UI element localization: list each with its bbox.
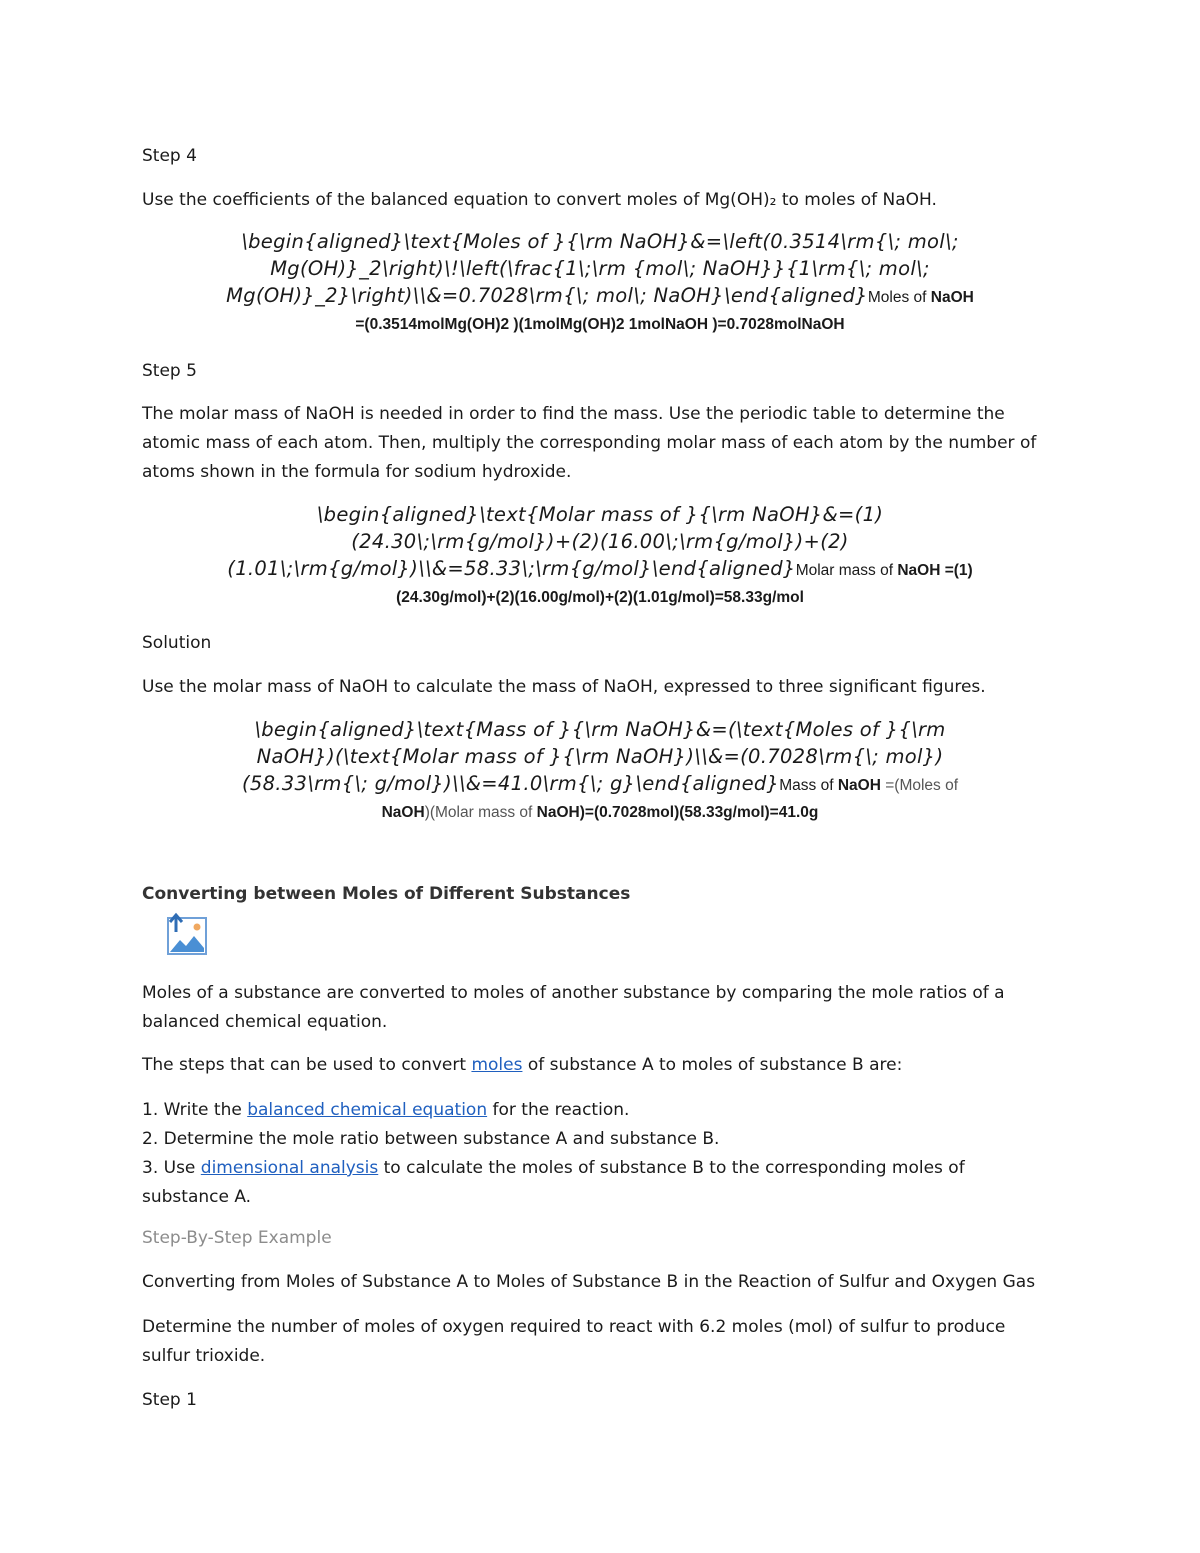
solution-eq-plain-c: =(Moles of <box>880 777 959 794</box>
step5-eq-line4: (24.30g/mol)+(2)(16.00g/mol)+(2)(1.01g/mol)=58.33g/mol <box>396 589 804 606</box>
example-title: Converting from Moles of Substance A to Moles of Substance B in the Reaction of Sulfur and Oxygen Gas <box>142 1272 1036 1292</box>
example-text-line1: Determine the number of moles of oxygen required to react with 6.2 moles (mol) of sulfur to produce <box>142 1317 1006 1337</box>
list-item-3-continued: substance A. <box>142 1187 252 1207</box>
solution-text: Use the molar mass of NaOH to calculate the mass of NaOH, expressed to three significant figures. <box>142 677 986 697</box>
step1-heading: Step 1 <box>142 1390 197 1410</box>
example-label: Step-By-Step Example <box>142 1228 332 1248</box>
solution-eq-line2: NaOH})(\text{Molar mass of }{\rm NaOH})\\&=(0.7028\rm{\; mol}) <box>256 745 944 768</box>
step5-heading: Step 5 <box>142 361 197 381</box>
step4-eq-line1: \begin{aligned}\text{Moles of }{\rm NaOH}&=\left(0.3514\rm{\; mol\; <box>241 230 959 253</box>
list-item-1 <box>142 1096 1058 1125</box>
steps-list <box>142 1096 1058 1212</box>
solution-eq-line4-c: NaOH <box>536 804 580 821</box>
balanced-chemical-equation-link[interactable]: balanced chemical equation <box>247 1100 488 1120</box>
step5-eq-line1: \begin{aligned}\text{Molar mass of }{\rm NaOH}&=(1) <box>316 503 884 526</box>
item1-text-b: for the reaction. <box>487 1100 630 1120</box>
solution-eq-plain-a: Mass of <box>779 777 838 794</box>
para2-text-a: The steps that can be used to convert <box>142 1055 472 1075</box>
step4-eq-plain-b: NaOH <box>930 289 974 306</box>
step4-eq-line2: Mg(OH)}_2\right)\!\left(\frac{1\;\rm {mol\; NaOH}}{1\rm{\; mol\; <box>270 257 930 280</box>
step5-text-line2: atomic mass of each atom. Then, multiply the corresponding molar mass of each atom by the number of <box>142 433 1037 453</box>
image-placeholder-icon <box>164 912 210 958</box>
step5-eq-line3: (1.01\;\rm{g/mol})\\&=58.33\;\rm{g/mol}\end{aligned} <box>227 557 796 580</box>
step5-eq-plain-a: Molar mass of <box>795 562 898 579</box>
solution-equation <box>142 716 1058 826</box>
item1-text-a: 1. Write the <box>142 1100 248 1120</box>
section-paragraph-2 <box>142 1051 1058 1080</box>
step4-heading: Step 4 <box>142 146 197 166</box>
section-para1-line1: Moles of a substance are converted to moles of another substance by comparing the mole ratios of a <box>142 983 1005 1003</box>
solution-eq-line1: \begin{aligned}\text{Mass of }{\rm NaOH}&=(\text{Moles of }{\rm <box>254 718 946 741</box>
step5-equation <box>142 501 1058 611</box>
example-text-line2: sulfur trioxide. <box>142 1346 266 1366</box>
section-paragraph-1 <box>142 979 1072 1037</box>
para2-text-b: of substance A to moles of substance B are: <box>522 1055 903 1075</box>
example-text <box>142 1313 1072 1371</box>
section-para1-line2: balanced chemical equation. <box>142 1012 388 1032</box>
solution-eq-line4-d: )=(0.7028mol)(58.33g/mol)=41.0g <box>579 804 819 821</box>
solution-eq-line4-b: )(Molar mass of <box>424 804 537 821</box>
step5-text-line1: The molar mass of NaOH is needed in order to find the mass. Use the periodic table to determine the <box>142 404 1005 424</box>
list-item-2: 2. Determine the mole ratio between substance A and substance B. <box>142 1129 720 1149</box>
dimensional-analysis-link[interactable]: dimensional analysis <box>200 1158 379 1178</box>
step5-text <box>142 400 1072 487</box>
moles-link[interactable]: moles <box>471 1055 523 1075</box>
solution-eq-line3: (58.33\rm{\; g/mol})\\&=41.0\rm{\; g}\end{aligned} <box>241 772 780 795</box>
solution-eq-line4-a: NaOH <box>381 804 425 821</box>
step5-text-line3: atoms shown in the formula for sodium hydroxide. <box>142 462 572 482</box>
solution-eq-plain-b: NaOH <box>837 777 881 794</box>
step4-equation <box>142 228 1058 338</box>
section-heading: Converting between Moles of Different Substances <box>142 884 631 904</box>
list-item-3 <box>142 1154 1058 1183</box>
step5-eq-plain-b: NaOH =(1) <box>897 562 973 579</box>
item3-text-b: to calculate the moles of substance B to the corresponding moles of <box>378 1158 965 1178</box>
step4-eq-line4: =(0.3514molMg(OH)2 )(1molMg(OH)2 1molNaOH )=0.7028molNaOH <box>355 316 845 333</box>
solution-heading: Solution <box>142 633 212 653</box>
step5-eq-line2: (24.30\;\rm{g/mol})+(2)(16.00\;\rm{g/mol})+(2) <box>351 530 849 553</box>
step4-eq-plain-a: Moles of <box>867 289 931 306</box>
step4-text: Use the coefficients of the balanced equation to convert moles of Mg(OH)₂ to moles of NaOH. <box>142 190 937 210</box>
item3-text-a: 3. Use <box>142 1158 201 1178</box>
step4-eq-line3: Mg(OH)}_2}\right)\\&=0.7028\rm{\; mol\; NaOH}\end{aligned} <box>226 284 868 307</box>
